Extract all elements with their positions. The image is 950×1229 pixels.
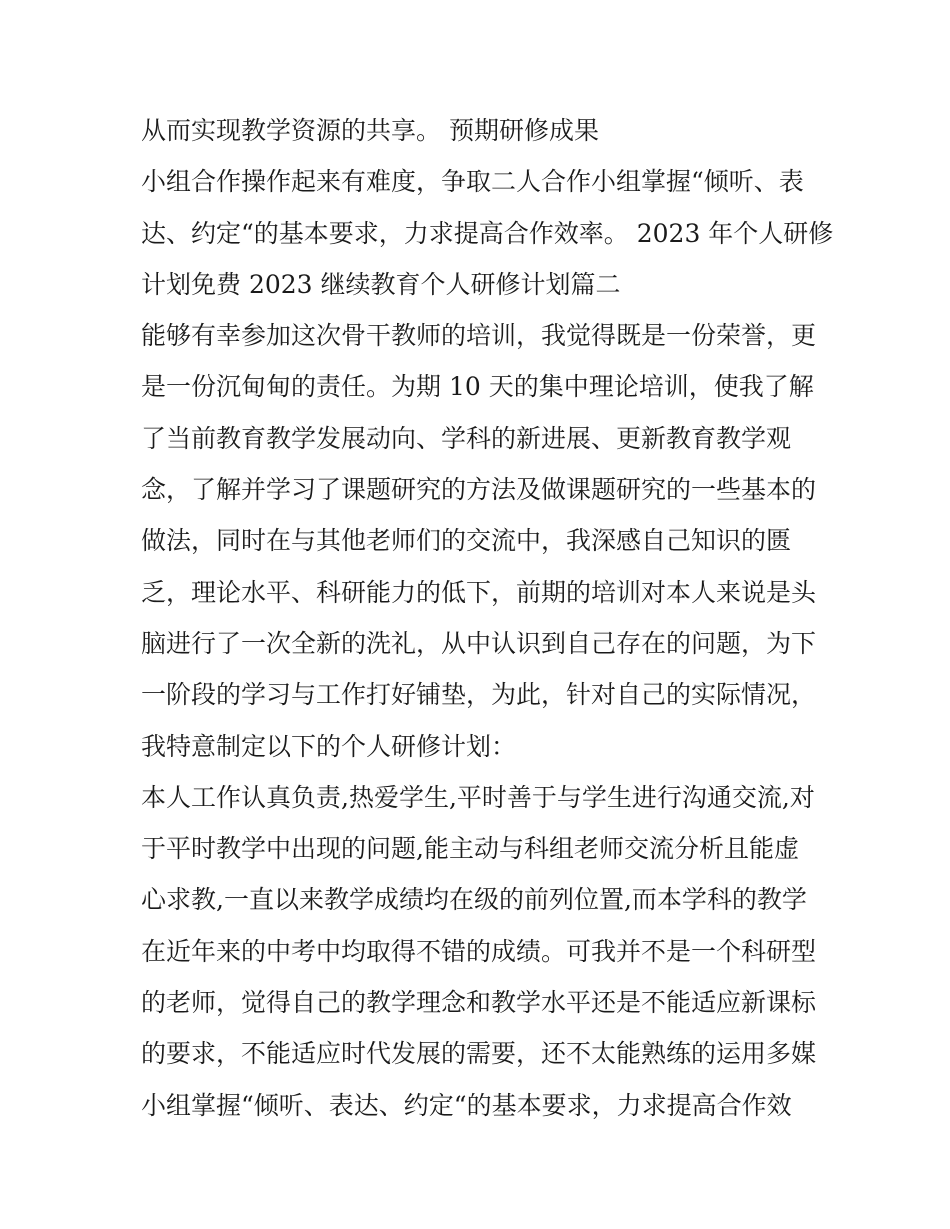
- text-line-7: 了当前教育教学发展动向、学科的新进展、更新教育教学观: [141, 423, 792, 453]
- text-line-10: 乏，理论水平、科研能力的低下，前期的培训对本人来说是头: [141, 577, 817, 607]
- text-line-2: 小组合作操作起来有难度，争取二人合作小组掌握“倾听、表: [141, 167, 804, 197]
- text-line-11: 脑进行了一次全新的洗礼，从中认识到自己存在的问题，为下: [141, 628, 817, 658]
- text-line-19: 的要求，不能适应时代发展的需要，还不太能熟练的运用多媒: [141, 1039, 817, 1069]
- text-line-14: 本人工作认真负责,热爱学生,平时善于与学生进行沟通交流,对: [141, 782, 815, 812]
- text-line-6: 是一份沉甸甸的责任。为期 10 天的集中理论培训，使我了解: [141, 372, 814, 402]
- text-line-1: 从而实现教学资源的共享。 预期研修成果: [141, 116, 599, 145]
- text-line-15: 于平时教学中出现的问题,能主动与科组老师交流分析且能虚: [141, 834, 799, 864]
- text-line-3: 达、约定“的基本要求，力求提高合作效率。 2023 年个人研修: [141, 218, 834, 248]
- text-line-18: 的老师，觉得自己的教学理念和教学水平还是不能适应新课标: [141, 988, 817, 1018]
- text-line-16: 心求教,一直以来教学成绩均在级的前列位置,而本学科的教学: [141, 885, 807, 915]
- text-line-12: 一阶段的学习与工作打好铺垫，为此，针对自己的实际情况，: [141, 680, 817, 710]
- text-line-8: 念，了解并学习了课题研究的方法及做课题研究的一些基本的: [141, 475, 817, 505]
- body-text: [141, 105, 834, 1131]
- text-line-17: 在近年来的中考中均取得不错的成绩。可我并不是一个科研型: [141, 936, 817, 966]
- text-line-4: 计划免费 2023 继续教育个人研修计划篇二: [141, 269, 621, 299]
- text-line-13: 我特意制定以下的个人研修计划：: [141, 731, 517, 761]
- text-line-9: 做法，同时在与其他老师们的交流中，我深感自己知识的匮: [141, 526, 792, 556]
- text-line-20: 小组掌握“倾听、表达、约定“的基本要求，力求提高合作效: [141, 1090, 792, 1120]
- text-line-5: 能够有幸参加这次骨干教师的培训，我觉得既是一份荣誉，更: [141, 321, 817, 351]
